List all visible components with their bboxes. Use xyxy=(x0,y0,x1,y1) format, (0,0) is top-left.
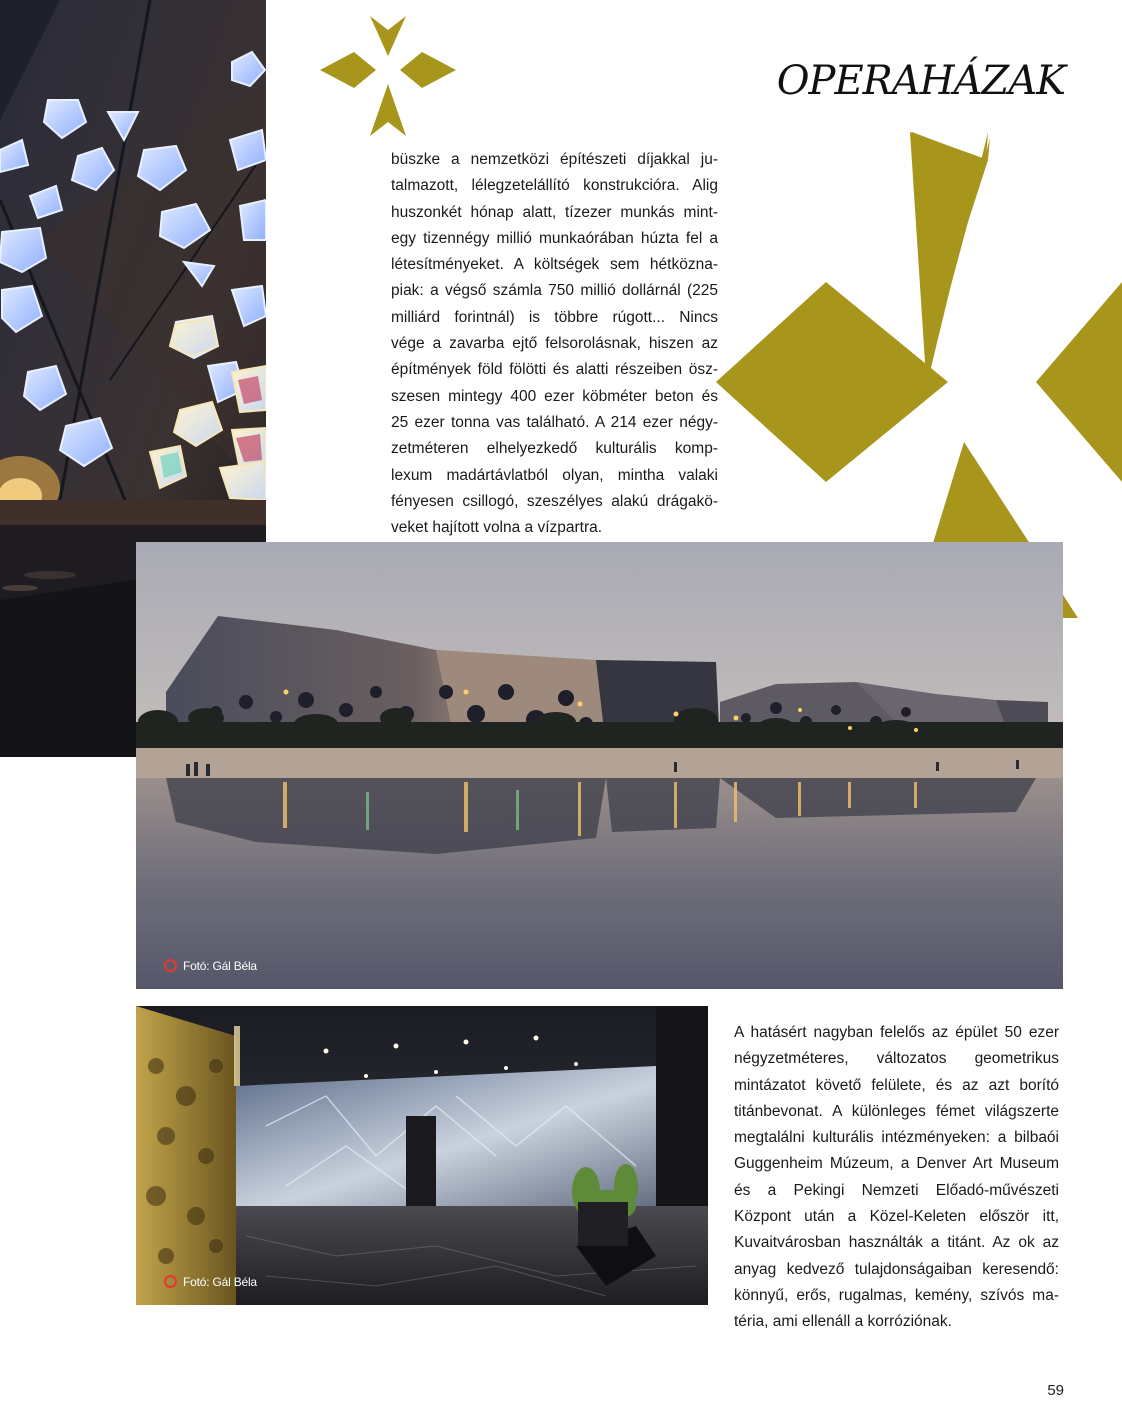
text-line: Kuvaitvárosban használták a titánt. Az ok az xyxy=(734,1234,1059,1252)
small-star-ornament xyxy=(316,12,460,138)
text-line: négyzetméteres, változatos geometrikus xyxy=(734,1050,1059,1068)
text-line: büszke a nemzetközi építészeti díjakkal ju- xyxy=(391,151,718,168)
text-line: anyag kedvező tulajdonságaiban keresendő: xyxy=(734,1260,1059,1278)
text-line: és a Pekingi Nemzeti Előadó-művészeti xyxy=(734,1181,1059,1199)
text-line: huszonkét hónap alatt, tízezer munkás mint- xyxy=(391,203,718,221)
text-line: veket hajított volna a vízpartra. xyxy=(391,519,603,537)
text-line: 25 ezer tonna vas található. A 214 ezer négy- xyxy=(391,413,718,431)
credit-ring-icon xyxy=(164,1275,177,1288)
text-line: mintázatot követő felülete, és az azt borító xyxy=(734,1076,1059,1094)
article-column-2 xyxy=(734,1020,1059,1336)
opera-house-interior-photo xyxy=(136,1006,708,1305)
text-line: Guggenheim Múzeum, a Denver Art Museum xyxy=(734,1155,1059,1173)
text-line: titánbevonat. A különleges fémet világszerte xyxy=(734,1102,1059,1120)
photo-credit xyxy=(164,959,257,973)
text-line: vége a zavarba ejtő felsorolásnak, hiszen az xyxy=(391,335,718,353)
section-title: OPERAHÁZAK xyxy=(776,58,1065,104)
text-line: talmazott, lélegzetelállító konstrukcióra. Alig xyxy=(391,177,718,195)
credit-ring-icon xyxy=(164,959,177,972)
opera-house-illustration xyxy=(136,542,1063,989)
photo-credit-text: Fotó: Gál Béla xyxy=(183,959,257,973)
text-line: piak: a végső számla 750 millió dollárnál (225 xyxy=(391,282,718,300)
interior-illustration xyxy=(136,1006,708,1305)
text-line: egy tizennégy millió munkaórában húzta fel a xyxy=(391,229,718,247)
text-line: Központ után a Közel-Keleten először itt, xyxy=(734,1208,1059,1226)
photo-credit-text: Fotó: Gál Béla xyxy=(183,1275,257,1289)
text-line: milliárd forintnál) is többre rúgott... Nincs xyxy=(391,308,718,326)
text-line: lexum madártávlatból olyan, mintha valaki xyxy=(391,466,718,484)
text-line: téria, ami ellenáll a korróziónak. xyxy=(734,1313,952,1331)
text-line: szesen mintegy 400 ezer köbméter beton és xyxy=(391,387,718,405)
ornament-shape xyxy=(320,16,456,136)
opera-house-beach-photo xyxy=(136,542,1063,989)
text-line: A hatásért nagyban felelős az épület 50 ezer xyxy=(734,1024,1059,1041)
article-column-1 xyxy=(391,147,718,541)
text-line: könnyű, erős, rugalmas, kemény, szívós ma- xyxy=(734,1286,1059,1304)
text-line: zetméteren elhelyezkedő kulturális komp- xyxy=(391,440,718,458)
page-number: 59 xyxy=(1047,1382,1064,1399)
text-line: létesítményeket. A költségek sem hétközna- xyxy=(391,256,718,274)
text-line: építmények föld fölötti és alatti részeiben ösz- xyxy=(391,361,718,379)
text-line: megtalálni kulturális intézményeken: a bilbaói xyxy=(734,1129,1059,1147)
text-line: fényesen csillogó, szeszélyes alakú drágakö- xyxy=(391,492,718,510)
photo-credit xyxy=(164,1275,257,1289)
